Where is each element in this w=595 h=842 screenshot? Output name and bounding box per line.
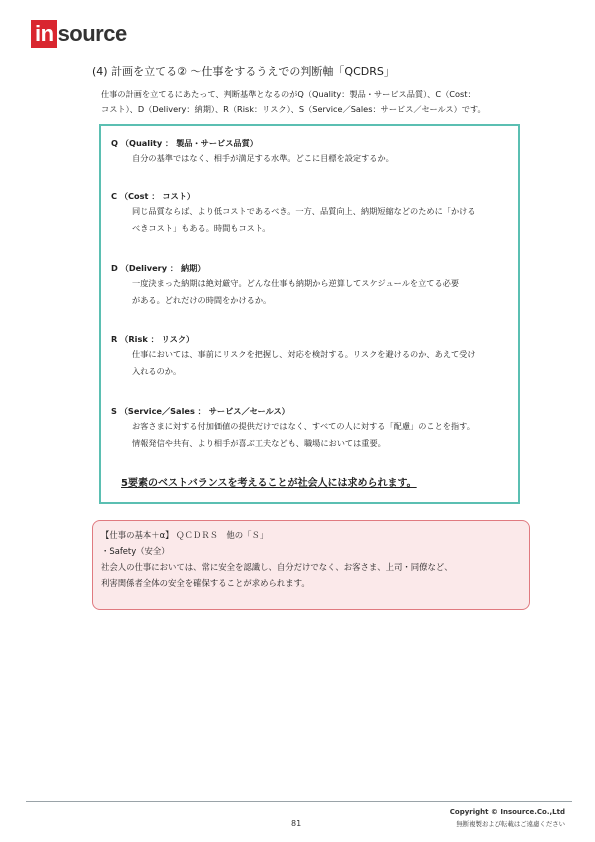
item-service-sales <box>111 404 511 452</box>
item-heading: R （Risk ： リスク） <box>111 334 195 344</box>
footer-divider <box>26 801 572 802</box>
item-delivery <box>111 261 511 309</box>
item-line: 入れるのか。 <box>132 366 182 376</box>
item-line: 一度決まった納期は絶対厳守。どんな仕事も納期から逆算してスケジュールを立てる必要 <box>132 278 460 288</box>
item-heading: Q （Quality ： 製品・サービス品質） <box>111 138 258 148</box>
qcdrs-box <box>99 124 520 504</box>
page-number: 81 <box>291 819 302 828</box>
item-body <box>132 203 511 237</box>
copy-notice: 無断複製および転載はご遠慮ください <box>456 820 565 828</box>
intro-line: コスト）、D（Delivery：納期）、R（Risk：リスク）、S（Service／Sales：サービス／セールス）です。 <box>101 104 486 114</box>
item-cost <box>111 189 511 237</box>
item-risk <box>111 332 511 380</box>
item-body <box>132 346 511 380</box>
emphasis-statement: 5要素のベストバランスを考えることが社会人には求められます。 <box>121 478 417 489</box>
item-body <box>132 418 511 452</box>
note-line: 社会人の仕事においては、常に安全を認識し、自分だけでなく、お客さま、上司・同僚など、 <box>101 562 453 572</box>
insource-logo <box>31 20 127 48</box>
logo-source: source <box>57 21 127 46</box>
item-heading: D （Delivery ： 納期） <box>111 263 206 273</box>
note-title: 【仕事の基本＋α】 ＱＣＤＲＳ 他の「Ｓ」 <box>101 530 269 540</box>
item-line: 同じ品質ならば、より低コストであるべき。一方、品質向上、納期短縮などのために「かける <box>132 206 476 216</box>
intro-line: 仕事の計画を立てるにあたって、判断基準となるのがQ（Quality：製品・サービス品質）、C（Cost： <box>101 89 476 99</box>
logo-in: in <box>31 20 57 48</box>
item-line: 仕事においては、事前にリスクを把握し、対応を検討する。リスクを避けるのか、あえて受け <box>132 349 476 359</box>
item-quality <box>111 136 511 167</box>
item-line: お客さまに対する付加価値の提供だけではなく、すべての人に対する「配慮」のことを指す。 <box>132 421 475 431</box>
note-bullet: ・Safety（安全） <box>101 546 170 556</box>
section-title: (4) 計画を立てる② ～仕事をするうえでの判断軸「QCDRS」 <box>92 65 395 78</box>
item-body <box>132 150 511 167</box>
note-line: 利害関係者全体の安全を確保することが求められます。 <box>101 578 310 588</box>
copyright: Copyright © Insource.Co.,Ltd <box>449 808 565 816</box>
item-line: 情報発信や共有、より相手が喜ぶ工夫なども、職場においては重要。 <box>132 438 386 448</box>
intro-paragraph <box>101 87 521 117</box>
item-heading: C （Cost ： コスト） <box>111 191 196 201</box>
item-line: 自分の基準ではなく、相手が満足する水準。どこに目標を設定するか。 <box>132 153 394 163</box>
item-body <box>132 275 511 309</box>
item-line: がある。どれだけの時間をかけるか。 <box>132 295 272 305</box>
item-heading: S （Service／Sales ： サービス／セールス） <box>111 406 290 416</box>
item-line: べきコスト」もある。時間もコスト。 <box>132 223 271 233</box>
plus-alpha-note <box>92 520 530 610</box>
